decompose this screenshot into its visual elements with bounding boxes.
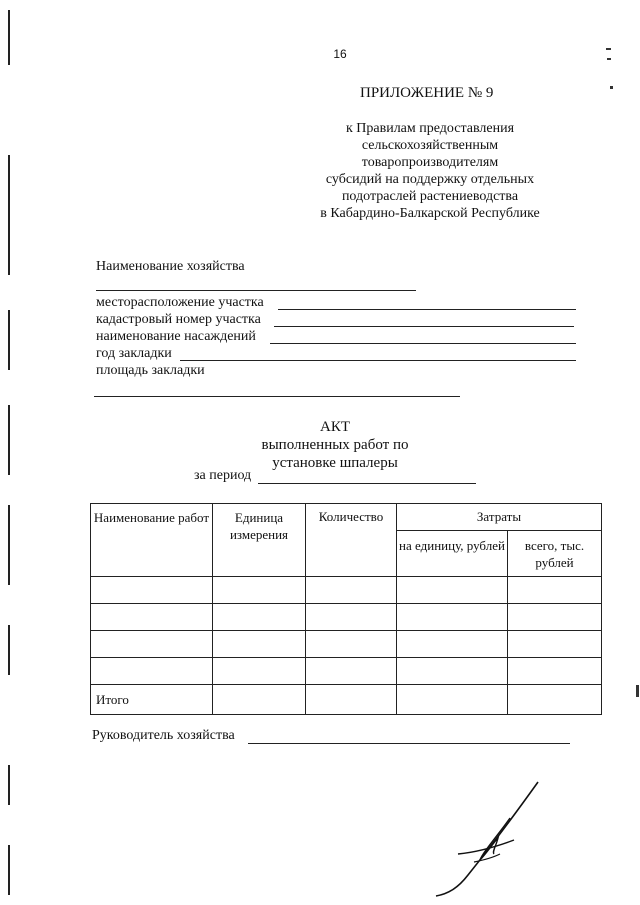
- table-cell[interactable]: [213, 631, 306, 658]
- col-header-unit: Единица измерения: [213, 504, 306, 577]
- table-cell[interactable]: [213, 604, 306, 631]
- col-header-costs: Затраты: [397, 504, 602, 531]
- scan-margin-mark: [8, 845, 10, 895]
- farm-name-line[interactable]: [96, 290, 416, 291]
- table-cell[interactable]: [508, 577, 602, 604]
- col-header-per-unit: на единицу, рублей: [397, 531, 508, 577]
- period-label: за период: [194, 468, 252, 483]
- act-title-line: выполненных работ по: [261, 437, 409, 453]
- col-header-quantity: Количество: [306, 504, 397, 577]
- table-row: [91, 658, 602, 685]
- scan-speck: [636, 685, 639, 697]
- cadastral-label: кадастровый номер участка: [96, 312, 261, 327]
- scan-margin-mark: [8, 625, 10, 675]
- scan-margin-mark: [8, 505, 10, 585]
- total-row: [91, 685, 602, 715]
- appendix-subtitle-line: субсидий на поддержку отдельных: [325, 172, 535, 187]
- table-cell[interactable]: [91, 604, 213, 631]
- table-cell[interactable]: [397, 604, 508, 631]
- scan-margin-mark: [8, 765, 10, 805]
- scan-margin-mark: [8, 155, 10, 275]
- appendix-subtitle: [300, 120, 560, 222]
- location-line[interactable]: [278, 309, 576, 310]
- scan-speck: [610, 86, 613, 89]
- appendix-subtitle-line: подотраслей растениеводства: [341, 189, 519, 204]
- scan-speck: [607, 58, 611, 60]
- page-number: 16: [333, 47, 347, 61]
- col-header-name: Наименование работ: [91, 504, 213, 577]
- head-of-farm-label: Руководитель хозяйства: [92, 728, 235, 743]
- table-row: [91, 577, 602, 604]
- table-cell[interactable]: [508, 658, 602, 685]
- handwritten-signature: [428, 780, 548, 900]
- table-cell[interactable]: [397, 658, 508, 685]
- plantings-line[interactable]: [270, 343, 576, 344]
- head-of-farm-line[interactable]: [248, 743, 570, 744]
- appendix-title: ПРИЛОЖЕНИЕ № 9: [360, 85, 494, 101]
- appendix-subtitle-line: товаропроизводителям: [361, 155, 499, 170]
- act-title: АКТ: [320, 419, 350, 435]
- scan-speck: [606, 48, 611, 50]
- appendix-subtitle-line: сельскохозяйственным: [361, 138, 499, 153]
- table-cell[interactable]: [213, 658, 306, 685]
- table-cell[interactable]: [508, 631, 602, 658]
- scan-margin-mark: [8, 310, 10, 370]
- table-cell[interactable]: [91, 658, 213, 685]
- scan-margin-mark: [8, 405, 10, 475]
- works-table: [90, 503, 602, 715]
- table-cell[interactable]: [213, 577, 306, 604]
- table-cell[interactable]: [306, 685, 397, 715]
- table-row: [91, 631, 602, 658]
- table-cell[interactable]: [306, 577, 397, 604]
- plantings-label: наименование насаждений: [96, 329, 256, 344]
- year-line[interactable]: [180, 360, 576, 361]
- col-header-total: всего, тыс. рублей: [508, 531, 602, 577]
- period-line[interactable]: [258, 483, 476, 484]
- appendix-subtitle-line: в Кабардино-Балкарской Республике: [320, 206, 540, 221]
- table-cell[interactable]: [306, 631, 397, 658]
- area-label: площадь закладки: [96, 363, 205, 378]
- table-row: [91, 604, 602, 631]
- table-cell[interactable]: [397, 685, 508, 715]
- farm-name-label: Наименование хозяйства: [96, 259, 245, 274]
- table-cell[interactable]: [91, 577, 213, 604]
- table-cell[interactable]: [508, 604, 602, 631]
- year-label: год закладки: [96, 346, 172, 361]
- table-cell[interactable]: [306, 658, 397, 685]
- table-cell[interactable]: [397, 577, 508, 604]
- table-cell[interactable]: [91, 631, 213, 658]
- table-cell[interactable]: [306, 604, 397, 631]
- location-label: месторасположение участка: [96, 295, 264, 310]
- cadastral-line[interactable]: [274, 326, 574, 327]
- act-title-line: установке шпалеры: [272, 455, 398, 471]
- area-line[interactable]: [94, 396, 460, 397]
- table-cell[interactable]: [508, 685, 602, 715]
- appendix-subtitle-line: к Правилам предоставления: [345, 121, 515, 136]
- act-title-block: [230, 418, 440, 472]
- table-cell[interactable]: [213, 685, 306, 715]
- table-cell[interactable]: [397, 631, 508, 658]
- scan-margin-mark: [8, 10, 10, 65]
- total-row-label: Итого: [91, 685, 213, 715]
